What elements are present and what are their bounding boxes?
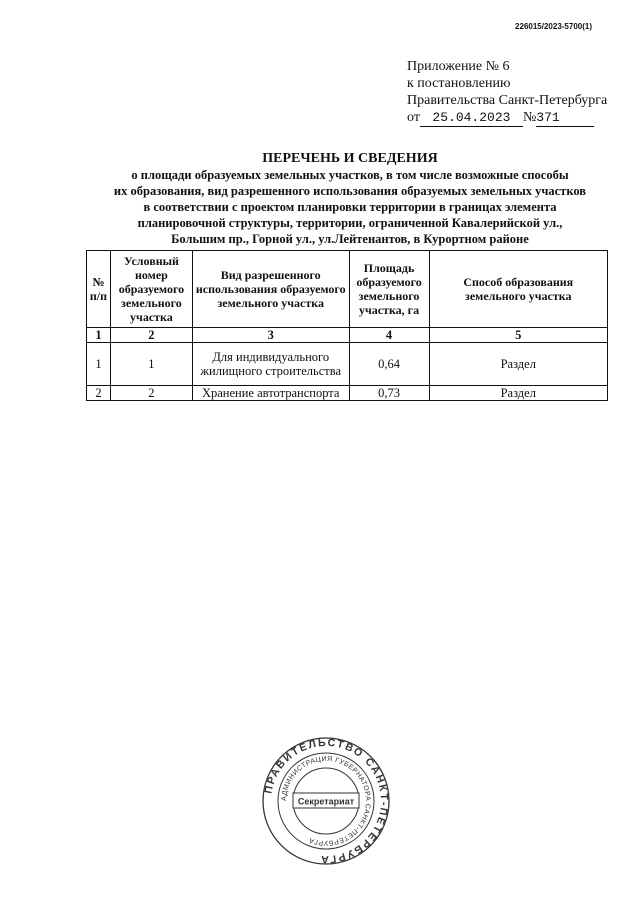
cell-usage-type: Для индивидуального жилищного строительства — [192, 343, 349, 386]
decree-number: 371 — [536, 109, 594, 127]
official-stamp-seal — [262, 737, 390, 865]
header-area: Площадь образуемого земельного участка, га — [349, 251, 429, 328]
column-number: 5 — [429, 328, 607, 343]
subtitle-line: Большим пр., Горной ул., ул.Лейтенантов, в Курортном районе — [171, 232, 529, 246]
cell-index: 2 — [87, 386, 111, 401]
column-number-row — [87, 328, 608, 343]
page-title: ПЕРЕЧЕНЬ И СВЕДЕНИЯ — [262, 151, 438, 166]
subtitle-line: о площади образуемых земельных участков, в том числе возможные способы — [131, 168, 569, 182]
stamp-inner-text: АДМИНИСТРАЦИЯ ГУБЕРНАТОРА САНКТ-ПЕТЕРБУРГА — [280, 755, 372, 847]
header-plot-number: Условный номер образуемого земельного участка — [110, 251, 192, 328]
cell-usage-type: Хранение автотранспорта — [192, 386, 349, 401]
column-number: 4 — [349, 328, 429, 343]
appendix-number: Приложение № 6 — [407, 59, 510, 74]
cell-formation-method: Раздел — [429, 386, 607, 401]
appendix-date-line — [407, 109, 607, 127]
subtitle-line: их образования, вид разрешенного использования образуемых земельных участков — [113, 184, 587, 198]
cell-plot-number: 1 — [110, 343, 192, 386]
appendix-ref: к постановлению — [407, 76, 511, 91]
header-formation-method: Способ образования земельного участка — [429, 251, 607, 328]
number-label: № — [522, 110, 537, 125]
appendix-block — [407, 58, 607, 127]
subtitle-line: в соответствии с проектом планировки территории в границах элемента — [143, 200, 557, 214]
subtitle-line: планировочной структуры, территории, ограниченной Кавалерийской ул., — [137, 216, 563, 230]
decree-date: 25.04.2023 — [420, 109, 523, 127]
cell-plot-number: 2 — [110, 386, 192, 401]
document-id: 226015/2023-5700(1) — [515, 22, 592, 31]
cell-index: 1 — [87, 343, 111, 386]
column-number: 1 — [87, 328, 111, 343]
header-index: № п/п — [87, 251, 111, 328]
cell-area: 0,64 — [349, 343, 429, 386]
table-header-row — [87, 251, 608, 328]
column-number: 2 — [110, 328, 192, 343]
from-label: от — [407, 110, 420, 125]
column-number: 3 — [192, 328, 349, 343]
stamp-outer-text: ПРАВИТЕЛЬСТВО САНКТ-ПЕТЕРБУРГА — [262, 737, 390, 865]
header-usage-type: Вид разрешенного использования образуемого земельного участка — [192, 251, 349, 328]
cell-area: 0,73 — [349, 386, 429, 401]
cell-formation-method: Раздел — [429, 343, 607, 386]
table-row — [87, 343, 608, 386]
stamp-center-text: Секретариат — [297, 796, 355, 807]
land-plots-table — [86, 250, 608, 401]
appendix-authority: Правительства Санкт-Петербурга — [407, 93, 608, 108]
title-block — [60, 150, 640, 247]
table-row — [87, 386, 608, 401]
